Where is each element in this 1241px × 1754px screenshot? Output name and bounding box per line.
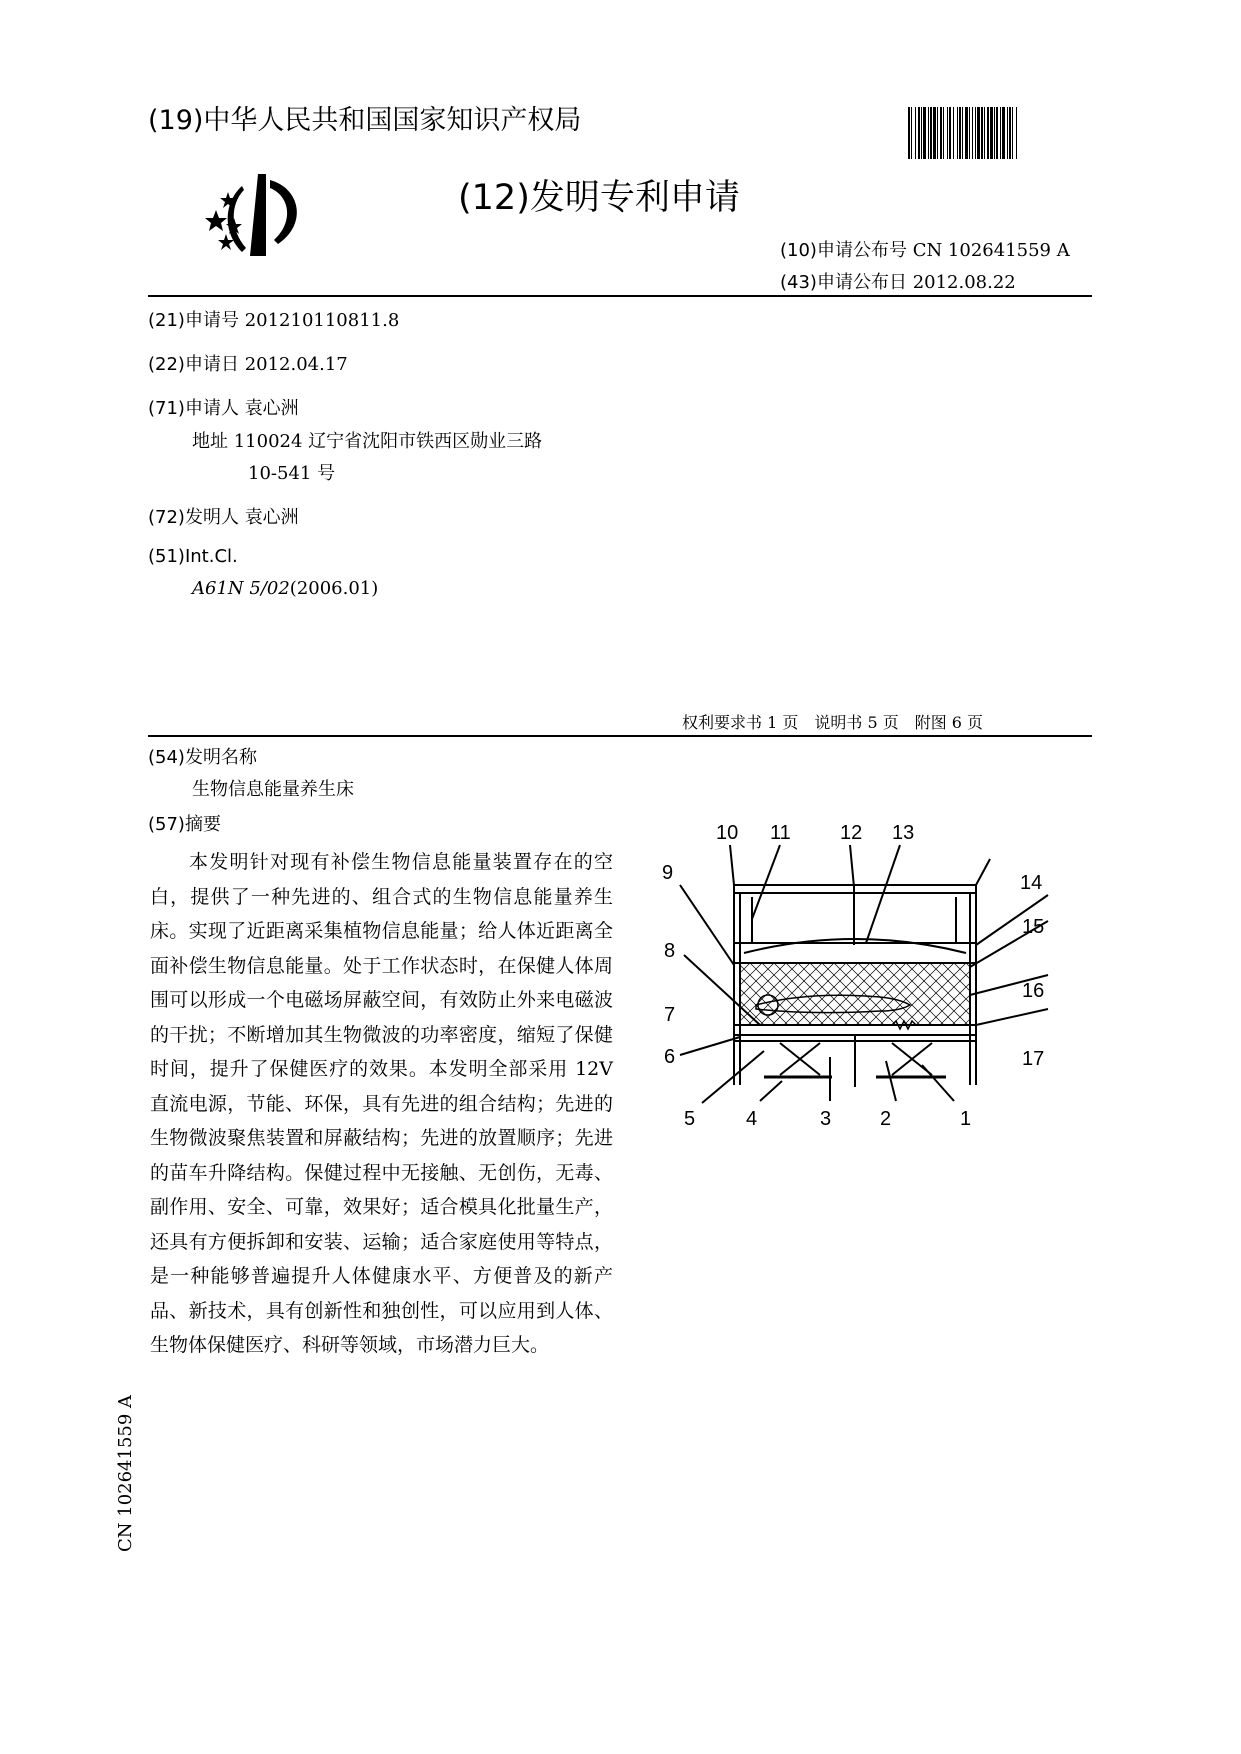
applicant-name: 袁心洲 bbox=[244, 398, 299, 419]
figure-label: 4 bbox=[746, 1108, 758, 1130]
figure-label: 14 bbox=[1020, 872, 1043, 894]
inventor-row bbox=[148, 503, 299, 529]
figure-label: 9 bbox=[662, 862, 674, 884]
figure-label: 3 bbox=[820, 1108, 832, 1130]
publication-date: 2012.08.22 bbox=[912, 272, 1016, 293]
figure-label: 17 bbox=[1022, 1048, 1045, 1070]
figure-label: 13 bbox=[892, 825, 915, 844]
section-divider bbox=[148, 735, 1092, 737]
figure-label: 5 bbox=[684, 1108, 696, 1130]
abstract-label: (57)摘要 bbox=[148, 814, 221, 835]
application-number-label: (21)申请号 bbox=[148, 310, 239, 331]
publication-number-label: (10)申请公布号 bbox=[780, 240, 907, 261]
applicant-label: (71)申请人 bbox=[148, 398, 239, 419]
inventor-name: 袁心洲 bbox=[244, 507, 299, 528]
address-line-2: 10-541 号 bbox=[248, 463, 336, 484]
header-divider bbox=[148, 295, 1092, 297]
figure-label: 2 bbox=[880, 1108, 892, 1130]
address-label: 地址 bbox=[192, 431, 228, 452]
spine-publication-number: CN 102641559 A bbox=[115, 1394, 136, 1552]
figure-label: 15 bbox=[1022, 916, 1045, 938]
cnipa-emblem-icon bbox=[204, 170, 320, 262]
address-row bbox=[192, 427, 542, 453]
figure-label: 10 bbox=[716, 825, 739, 844]
invention-title: 生物信息能量养生床 bbox=[192, 779, 354, 800]
abstract-text: 本发明针对现有补偿生物信息能量装置存在的空白，提供了一种先进的、组合式的生物信息能量养生床。实现了近距离采集植物信息能量；给人体近距离全面补偿生物信息能量。处于工作状态时，在保健人体周围可以形成一个电磁场屏蔽空间，有效防止外来电磁波的干扰；不断增加其生物微波的功率密度，缩短了保健时间，提升了保健医疗的效果。本发明全部采用 12V 直流电源，节能、环保，具有先进的组合结构；先进的生物微波聚焦装置和屏蔽结构；先进的放置顺序；先进的苗车升降结构。保健过程中无接触、无创伤，无毒、副作用、安全、可靠，效果好；适合模具化批量生产，还具有方便拆卸和安装、运输；适合家庭使用等特点，是一种能够普遍提升人体健康水平、方便普及的新产品、新技术，具有创新性和独创性，可以应用到人体、生物体保健医疗、科研等领域，市场潜力巨大。 bbox=[150, 851, 613, 1356]
figure-label: 6 bbox=[664, 1046, 676, 1068]
application-number-row bbox=[148, 306, 399, 332]
figure-label: 16 bbox=[1022, 980, 1045, 1002]
figure-label: 7 bbox=[664, 1004, 676, 1026]
publication-date-label: (43)申请公布日 bbox=[780, 272, 907, 293]
figure-label: 11 bbox=[770, 825, 791, 844]
barcode bbox=[908, 107, 1092, 159]
filing-date-label: (22)申请日 bbox=[148, 354, 239, 375]
figure-label: 8 bbox=[664, 940, 676, 962]
figure-label: 1 bbox=[960, 1108, 972, 1130]
applicant-row bbox=[148, 394, 299, 420]
inventor-label: (72)发明人 bbox=[148, 507, 239, 528]
publication-number-row bbox=[780, 236, 1070, 262]
filing-date-row bbox=[148, 350, 348, 376]
title-label: (54)发明名称 bbox=[148, 747, 257, 768]
abstract-body bbox=[150, 845, 613, 1363]
ipc-label: (51)Int.Cl. bbox=[148, 546, 238, 567]
figure-label: 12 bbox=[840, 825, 863, 844]
page-counts: 权利要求书 1 页 说明书 5 页 附图 6 页 bbox=[682, 713, 984, 732]
ipc-code: A61N 5/02 bbox=[192, 578, 290, 599]
address-line-1: 110024 辽宁省沈阳市铁西区勋业三路 bbox=[233, 431, 543, 452]
application-number: 201210110811.8 bbox=[244, 310, 400, 331]
filing-date: 2012.04.17 bbox=[244, 354, 348, 375]
abstract-drawing bbox=[660, 825, 1070, 1155]
ipc-row bbox=[192, 578, 378, 599]
document-kind: (12)发明专利申请 bbox=[458, 178, 740, 218]
office-name: (19)中华人民共和国国家知识产权局 bbox=[148, 105, 582, 136]
ipc-version: (2006.01) bbox=[289, 578, 379, 599]
publication-date-row bbox=[780, 268, 1016, 294]
publication-number: CN 102641559 A bbox=[912, 240, 1070, 261]
